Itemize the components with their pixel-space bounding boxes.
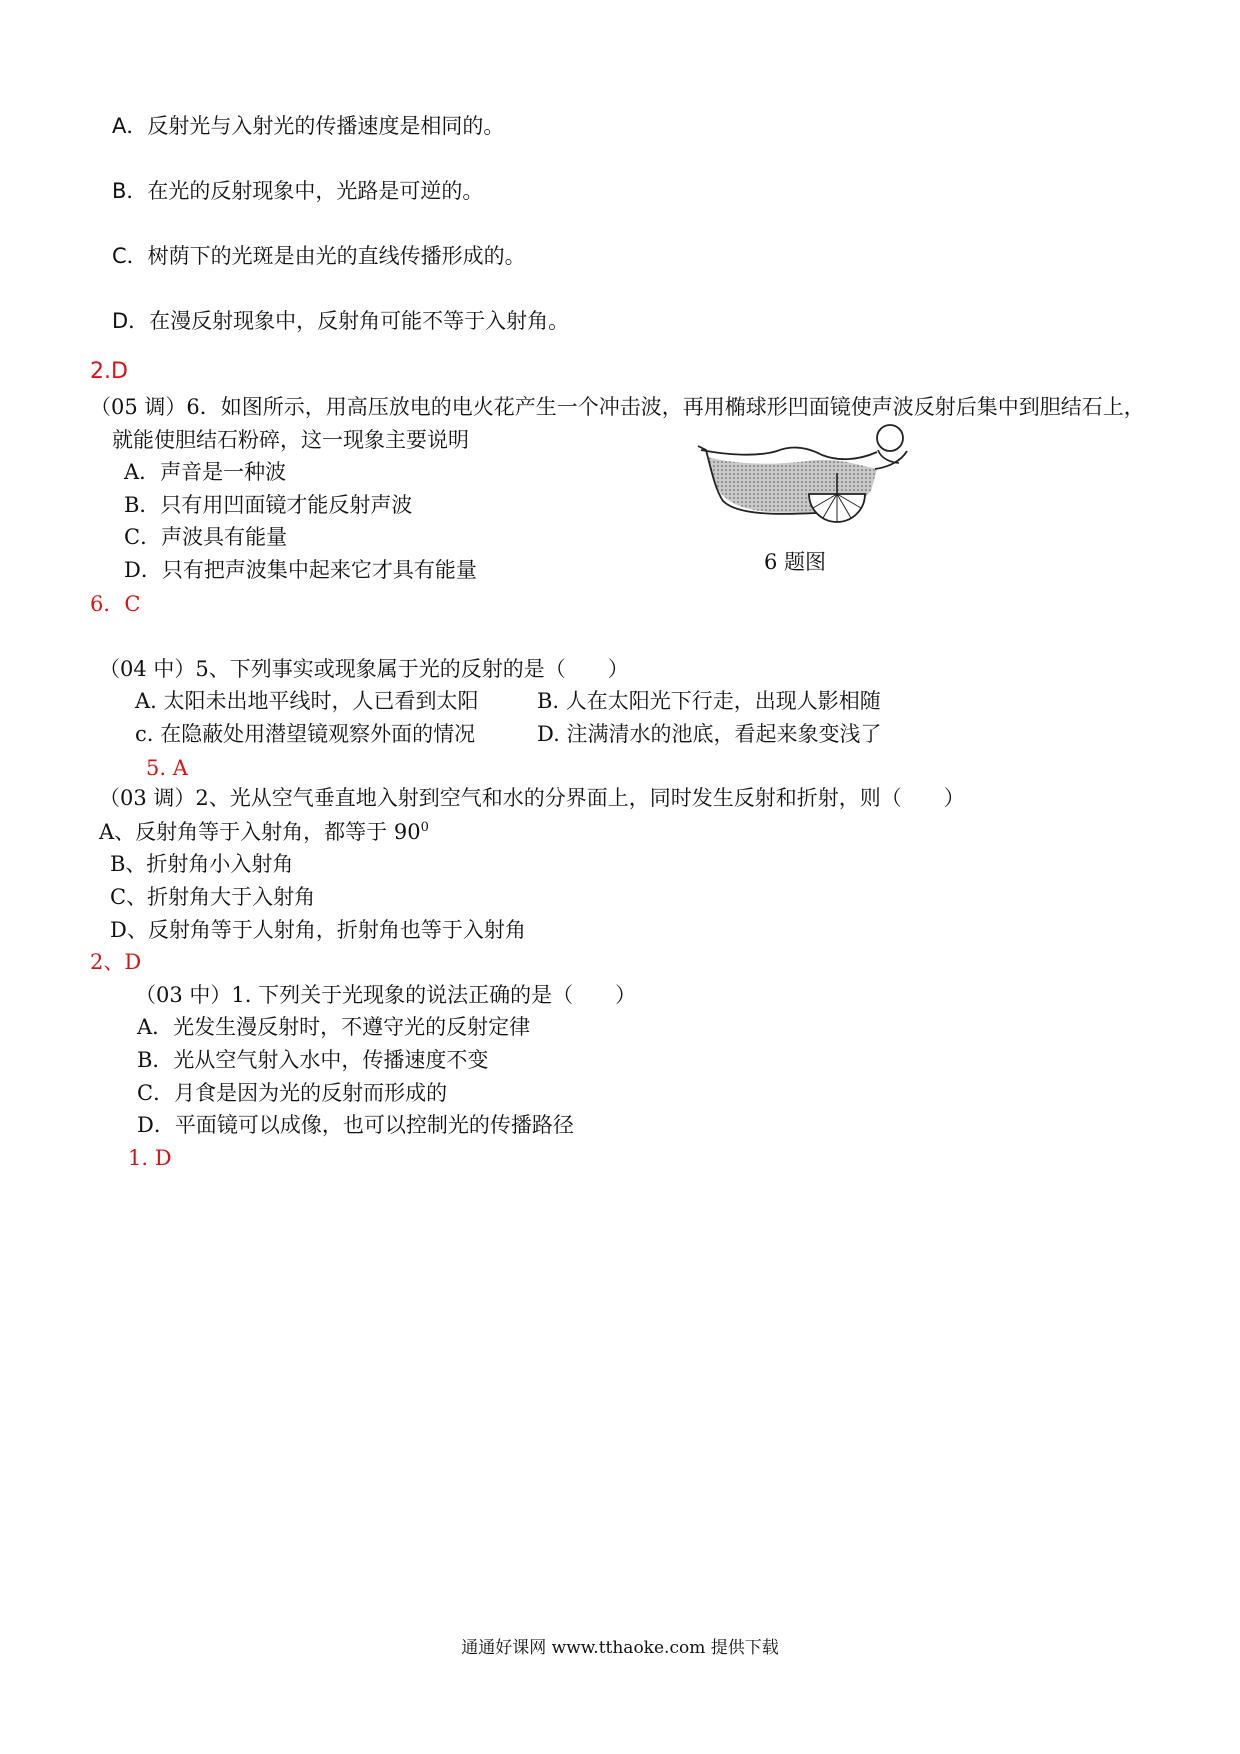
q5-option-a: A. 太阳未出地平线时，人已看到太阳 [135,689,479,713]
prev-option-b: B．在光的反射现象中，光路是可逆的。 [112,179,484,203]
q5-option-b: B. 人在太阳光下行走，出现人影相随 [537,689,881,713]
q6-answer: 6．C [90,592,141,616]
q2-option-d: D、反射角等于人射角，折射角也等于入射角 [110,918,526,942]
q5-option-c: c. 在隐蔽处用潜望镜观察外面的情况 [135,722,476,746]
q1-option-c: C．月食是因为光的反射而形成的 [137,1081,448,1105]
q1-option-d: D．平面镜可以成像，也可以控制光的传播路径 [137,1113,574,1137]
q5-stem: （04 中）5、下列事实或现象属于光的反射的是（ ） [99,657,629,681]
q5-option-d: D. 注满清水的池底，看起来象变浅了 [537,722,882,746]
head [877,425,903,451]
q2-answer: 2、D [90,950,142,974]
prev-option-c: C．树荫下的光斑是由光的直线传播形成的。 [112,244,526,268]
q6-option-c: C．声波具有能量 [124,525,288,549]
prev-answer: 2.D [90,359,128,384]
q1-option-b: B．光从空气射入水中，传播速度不变 [137,1048,489,1072]
q6-option-a: A．声音是一种波 [124,460,287,484]
q6-option-d: D．只有把声波集中起来它才具有能量 [124,558,477,582]
q2-option-a-text: A、反射角等于入射角，都等于 90 [99,820,421,844]
q2-option-c: C、折射角大于入射角 [110,885,316,909]
q2-option-b: B、折射角小入射角 [110,852,294,876]
q5-answer: 5. A [146,756,188,780]
q1-stem: （03 中）1. 下列关于光现象的说法正确的是（ ） [135,983,637,1007]
q6-stem-line2: 就能使胆结石粉碎，这一现象主要说明 [112,428,469,452]
q2-option-a-superscript: 0 [420,820,429,835]
lithotripsy-illustration [697,421,910,525]
prev-option-d: D．在漫反射现象中，反射角可能不等于入射角。 [112,309,570,333]
q6-stem-line1: （05 调）6．如图所示，用高压放电的电火花产生一个冲击波，再用椭球形凹面镜使声波反射后集中到胆结石上， [90,395,1145,419]
q6-option-b: B．只有用凹面镜才能反射声波 [124,493,413,517]
q6-figure [697,421,910,525]
q2-stem: （03 调）2、光从空气垂直地入射到空气和水的分界面上，同时发生反射和折射，则（ ） [99,786,965,810]
prev-option-a: A．反射光与入射光的传播速度是相同的。 [112,114,505,138]
q6-figure-caption: 6 题图 [764,550,827,574]
q1-option-a: A．光发生漫反射时，不遵守光的反射定律 [137,1015,531,1039]
body-outline [701,448,877,460]
q2-option-a [99,820,429,844]
page-footer: 通通好课网 www.tthaoke.com 提供下载 [461,1638,779,1658]
q1-answer: 1. D [128,1146,172,1170]
